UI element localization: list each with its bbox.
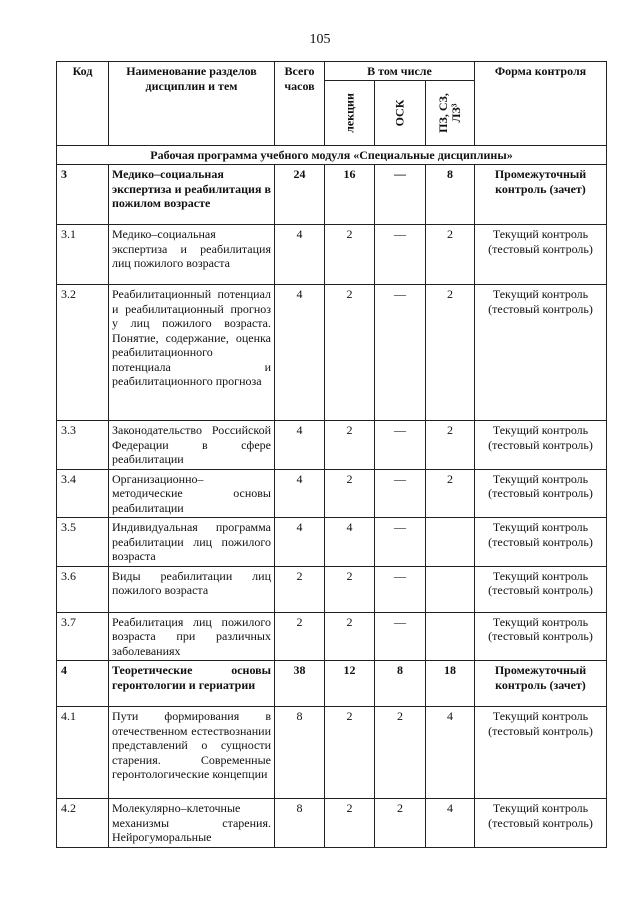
row-name: Индивидуальная программа реабилитации лиц пожилого возраста [109, 518, 275, 567]
module-title: Рабочая программа учебного модуля «Специальные дисциплины» [57, 145, 607, 165]
row-form: Текущий контроль (тестовый контроль) [475, 469, 607, 518]
row-pz: 2 [426, 225, 475, 285]
row-form: Текущий контроль (тестовый контроль) [475, 799, 607, 848]
row-total: 4 [275, 421, 325, 470]
table-row [57, 225, 607, 285]
row-form: Текущий контроль (тестовый контроль) [475, 612, 607, 661]
row-osk: — [375, 566, 426, 612]
row-code: 4.1 [57, 707, 109, 799]
row-code: 3.6 [57, 566, 109, 612]
row-total: 4 [275, 518, 325, 567]
row-form: Промежуточный контроль (зачет) [475, 165, 607, 225]
row-name: Реабилитация лиц пожилого возраста при различных заболеваниях [109, 612, 275, 661]
row-total: 2 [275, 612, 325, 661]
header-including: В том числе [325, 62, 475, 81]
row-form: Текущий контроль (тестовый контроль) [475, 518, 607, 567]
row-total: 4 [275, 225, 325, 285]
row-name: Виды реабилитации лиц пожилого возраста [109, 566, 275, 612]
row-name: Пути формирования в отечественном естествознании представлений о сущности старения. Современные геронтологические концепции [109, 707, 275, 799]
row-pz: 2 [426, 469, 475, 518]
header-total: Всего часов [275, 62, 325, 146]
row-osk: — [375, 225, 426, 285]
row-pz: 4 [426, 799, 475, 848]
row-pz: 4 [426, 707, 475, 799]
header-osk: ОСК [375, 80, 426, 145]
row-lectures: 2 [325, 225, 375, 285]
row-code: 4.2 [57, 799, 109, 848]
row-name: Законодательство Российской Федерации в сфере реабилитации [109, 421, 275, 470]
row-osk: — [375, 518, 426, 567]
row-form: Промежуточный контроль (зачет) [475, 661, 607, 707]
row-total: 4 [275, 469, 325, 518]
header-code: Код [57, 62, 109, 146]
page-number: 105 [309, 32, 331, 47]
header-pz: ПЗ, СЗ, ЛЗ³ [426, 80, 475, 145]
row-form: Текущий контроль (тестовый контроль) [475, 421, 607, 470]
row-lectures: 2 [325, 566, 375, 612]
row-name: Молекулярно–клеточные механизмы старения. Нейрогуморальные [109, 799, 275, 848]
row-code: 3.4 [57, 469, 109, 518]
table-header [57, 62, 607, 146]
table-row [57, 421, 607, 470]
table-row [57, 612, 607, 661]
row-lectures: 2 [325, 421, 375, 470]
row-form: Текущий контроль (тестовый контроль) [475, 285, 607, 421]
row-osk: — [375, 285, 426, 421]
row-code: 3.3 [57, 421, 109, 470]
row-name: Организационно–методические основы реабилитации [109, 469, 275, 518]
row-osk: — [375, 165, 426, 225]
row-code: 4 [57, 661, 109, 707]
row-pz: 8 [426, 165, 475, 225]
row-name: Медико–социальная экспертиза и реабилитация лиц пожилого возраста [109, 225, 275, 285]
row-code: 3 [57, 165, 109, 225]
row-name: Реабилитационный потенциал и реабилитационный прогноз у лиц пожилого возраста. Понятие, содержание, оценка реабилитационного потенциала и реабилитационного прогноза [109, 285, 275, 421]
row-total: 2 [275, 566, 325, 612]
header-name: Наименование разделов дисциплин и тем [109, 62, 275, 146]
row-pz [426, 518, 475, 567]
row-lectures: 2 [325, 707, 375, 799]
table-row [57, 469, 607, 518]
row-pz [426, 612, 475, 661]
row-pz [426, 566, 475, 612]
header-form: Форма контроля [475, 62, 607, 146]
row-form: Текущий контроль (тестовый контроль) [475, 566, 607, 612]
row-total: 8 [275, 799, 325, 848]
row-osk: 8 [375, 661, 426, 707]
row-total: 24 [275, 165, 325, 225]
table-row [57, 285, 607, 421]
row-osk: — [375, 612, 426, 661]
row-form: Текущий контроль (тестовый контроль) [475, 707, 607, 799]
row-lectures: 16 [325, 165, 375, 225]
row-lectures: 2 [325, 285, 375, 421]
row-osk: 2 [375, 707, 426, 799]
row-lectures: 2 [325, 469, 375, 518]
row-code: 3.1 [57, 225, 109, 285]
row-pz: 18 [426, 661, 475, 707]
header-lectures: лекции [325, 80, 375, 145]
row-code: 3.5 [57, 518, 109, 567]
row-form: Текущий контроль (тестовый контроль) [475, 225, 607, 285]
row-lectures: 2 [325, 799, 375, 848]
row-pz: 2 [426, 421, 475, 470]
table-row [57, 566, 607, 612]
row-osk: — [375, 421, 426, 470]
row-lectures: 4 [325, 518, 375, 567]
row-name: Медико–социальная экспертиза и реабилитация в пожилом возрасте [109, 165, 275, 225]
row-pz: 2 [426, 285, 475, 421]
table-row [57, 165, 607, 225]
row-code: 3.7 [57, 612, 109, 661]
row-total: 4 [275, 285, 325, 421]
row-lectures: 2 [325, 612, 375, 661]
row-code: 3.2 [57, 285, 109, 421]
table-row [57, 518, 607, 567]
table-row [57, 661, 607, 707]
table-row [57, 707, 607, 799]
row-total: 38 [275, 661, 325, 707]
row-lectures: 12 [325, 661, 375, 707]
row-osk: 2 [375, 799, 426, 848]
curriculum-table [56, 61, 607, 848]
table-row [57, 799, 607, 848]
row-total: 8 [275, 707, 325, 799]
row-osk: — [375, 469, 426, 518]
row-name: Теоретические основы геронтологии и гериатрии [109, 661, 275, 707]
